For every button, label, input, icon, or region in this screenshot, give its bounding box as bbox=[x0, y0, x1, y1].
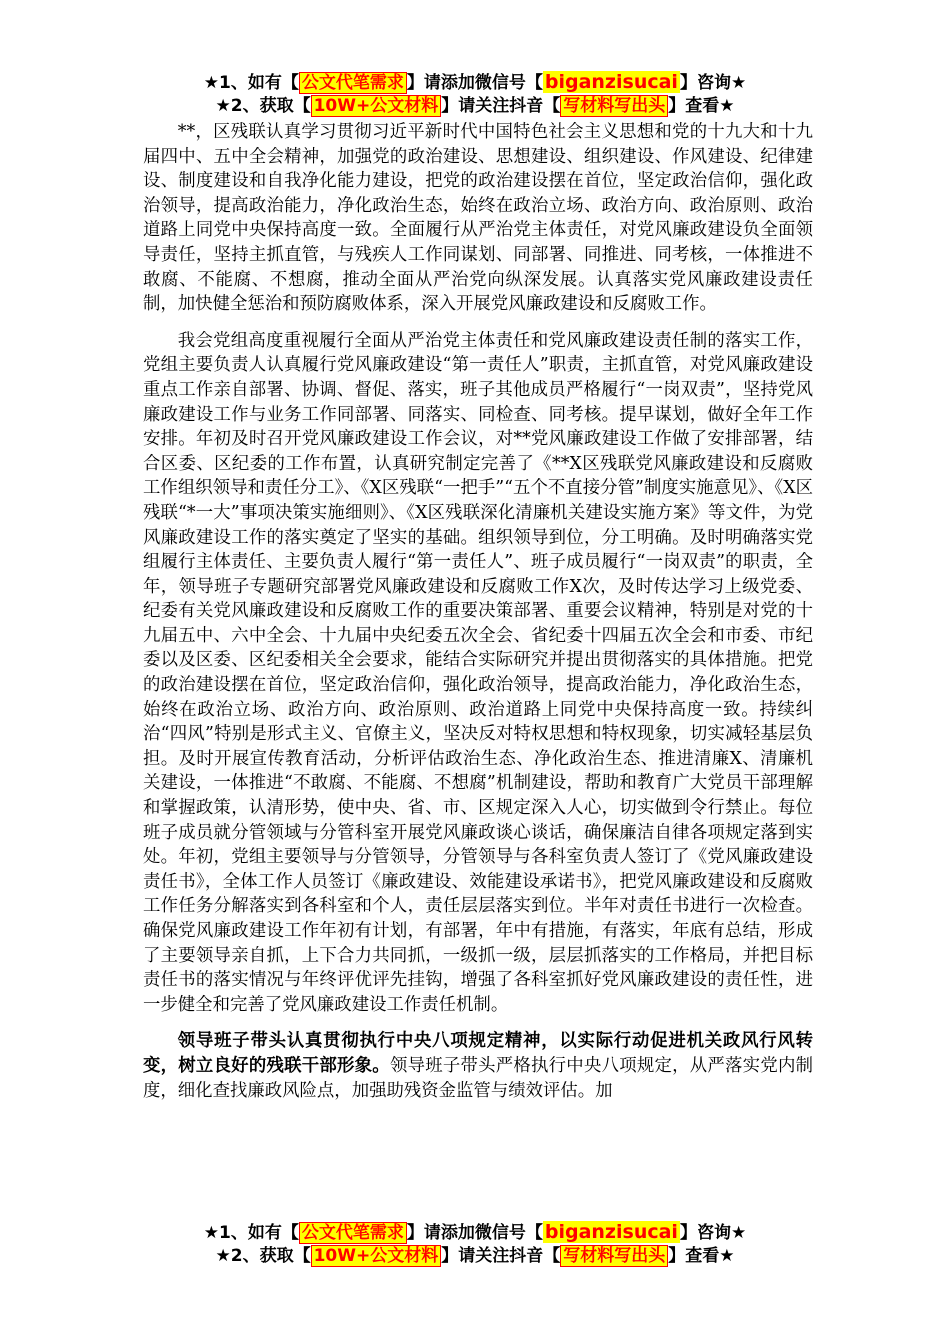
paragraph-3-lead: 领导班子带头认真贯彻执行中央八项规定精神，以实际行动促进机关政风行风转变，树立良好的残联干部形象。 bbox=[143, 1031, 813, 1076]
paragraph-3 bbox=[143, 1029, 813, 1103]
paragraph-2: 我会党组高度重视履行全面从严治党主体责任和党风廉政建设责任制的落实工作，党组主要负责人认真履行党风廉政建设“第一责任人”职责，主抓直管，对党风廉政建设重点工作亲自部署、协调、督促、落实，班子其他成员严格履行“一岗双责”，坚持党风廉政建设工作与业务工作同部署、同落实、同检查、同考核。提早谋划，做好全年工作安排。年初及时召开党风廉政建设工作会议，对**党风廉政建设工作做了安排部署，结合区委、区纪委的工作布置，认真研究制定完善了《**X区残联党风廉政建设和反腐败工作组织领导和责任分工》、《X区残联“一把手”“五个不直接分管”制度实施意见》、《X区残联“*一大”事项决策实施细则》、《X区残联深化清廉机关建设实施方案》等文件，为党风廉政建设工作的落实奠定了坚实的基础。组织领导到位，分工明确。及时明确落实党组履行主体责任、主要负责人履行“第一责任人”、班子成员履行“一岗双责”的职责，全年，领导班子专题研究部署党风廉政建设和反腐败工作X次，及时传达学习上级党委、纪委有关党风廉政建设和反腐败工作的重要决策部署、重要会议精神，特别是对党的十九届五中、六中全会、十九届中央纪委五次全会、省纪委十四届五次全会和市委、市纪委以及区委、区纪委相关全会要求，能结合实际研究并提出贯彻落实的具体措施。把党的政治建设摆在首位，坚定政治信仰，强化政治领导，提高政治能力，净化政治生态，始终在政治立场、政治方向、政治原则、政治道路上同党中央保持高度一致。持续纠治“四风”特别是形式主义、官僚主义，坚决反对特权思想和特权现象，切实减轻基层负担。及时开展宣传教育活动，分析评估政治生态、净化政治生态、推进清廉X、清廉机关建设，一体推进“不敢腐、不能腐、不想腐”机制建设，帮助和教育广大党员干部理解和掌握政策，认清形势，使中央、省、市、区规定深入人心，切实做到令行禁止。每位班子成员就分管领域与分管科室开展党风廉政谈心谈话，确保廉洁自律各项规定落到实处。年初，党组主要领导与分管领导，分管领导与各科室负责人签订了《党风廉政建设责任书》，全体工作人员签订《廉政建设、效能建设承诺书》，把党风廉政建设和反腐败工作任务分解落实到各科室和个人，责任层层落实到位。半年对责任书进行一次检查。确保党风廉政建设工作年初有计划，有部署，年中有措施，有落实，年底有总结，形成了主要领导亲自抓，上下合力共同抓，一级抓一级，层层抓落实的工作格局，并把目标责任书的落实情况与年终评优评先挂钩，增强了各科室抓好党风廉政建设的责任性，进一步健全和完善了党风廉政建设工作责任机制。 bbox=[143, 330, 813, 1015]
banner-highlight: 公文代笔需求 bbox=[299, 1222, 407, 1244]
banner-text: 】请关注抖音【 bbox=[441, 96, 561, 116]
paragraph-1: **，区残联认真学习贯彻习近平新时代中国特色社会主义思想和党的十九大和十九届四中、五中全会精神，加强党的政治建设、思想建设、组织建设、作风建设、纪律建设、制度建设和自我净化能力建设，把党的政治建设摆在首位，坚定政治信仰，强化政治领导，提高政治能力，净化政治生态，始终在政治立场、政治方向、政治原则、政治道路上同党中央保持高度一致。全面履行从严治党主体责任，对党风廉政建设负全面领导责任，坚持主抓直管，与残疾人工作同谋划、同部署、同推进、同考核，一体推进不敢腐、不能腐、不想腐，推动全面从严治党向纵深发展。认真落实党风廉政建设责任制，加快健全惩治和预防腐败体系，深入开展党风廉政建设和反腐败工作。 bbox=[143, 122, 813, 315]
banner-highlight: 公文代笔需求 bbox=[299, 72, 407, 94]
footer-banner-line2 bbox=[0, 1244, 950, 1268]
banner-text: ★1、如有【 bbox=[203, 1223, 299, 1243]
banner-text: ★1、如有【 bbox=[203, 73, 299, 93]
banner-douyin-id: 写材料写出头 bbox=[560, 95, 668, 117]
banner-wechat-id: biganzisucai bbox=[544, 71, 678, 93]
header-banner-line1 bbox=[0, 70, 950, 95]
banner-highlight: 10W+公文材料 bbox=[311, 95, 442, 117]
banner-douyin-id: 写材料写出头 bbox=[560, 1245, 668, 1267]
banner-highlight: 10W+公文材料 bbox=[311, 1245, 442, 1267]
banner-text: 】查看★ bbox=[668, 96, 735, 116]
banner-wechat-id: biganzisucai bbox=[544, 1221, 678, 1243]
banner-text: 】咨询★ bbox=[679, 73, 747, 93]
banner-text: 】查看★ bbox=[668, 1246, 735, 1266]
header-banner-line2 bbox=[0, 94, 950, 118]
paragraph-3-rest: 领导班子带头严格执行中央八项规定，从严落实党内制度，细化查找廉政风险点，加强助残资金监管与绩效评估。加 bbox=[143, 1055, 813, 1101]
banner-text: 】请添加微信号【 bbox=[406, 73, 543, 93]
banner-text: ★2、获取【 bbox=[215, 1246, 311, 1266]
banner-text: 】咨询★ bbox=[679, 1223, 747, 1243]
banner-text: ★2、获取【 bbox=[215, 96, 311, 116]
banner-text: 】请添加微信号【 bbox=[406, 1223, 543, 1243]
banner-text: 】请关注抖音【 bbox=[441, 1246, 561, 1266]
document-body bbox=[143, 120, 813, 1103]
footer-banner-line1 bbox=[0, 1220, 950, 1245]
